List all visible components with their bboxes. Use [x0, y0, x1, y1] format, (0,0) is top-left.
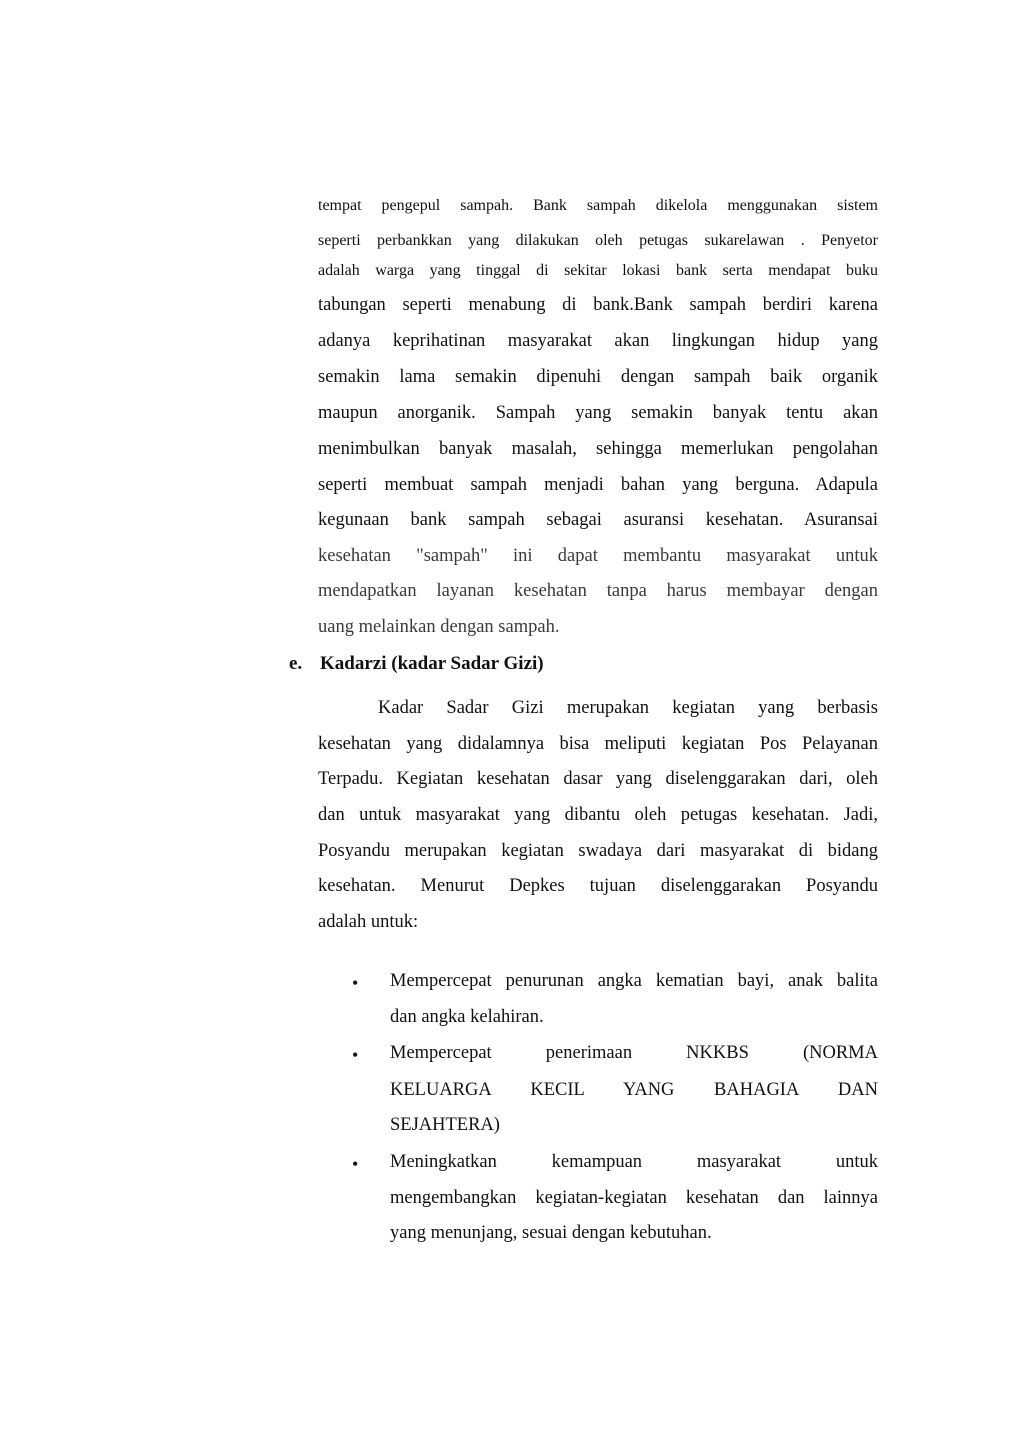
list-item-line: SEJAHTERA)	[390, 1115, 500, 1135]
section-number: e.	[289, 653, 303, 674]
list-item-line: Mempercepat penurunan angka kematian bayi, anak balita	[390, 971, 878, 991]
list-item-line: Mempercepat penerimaan NKKBS (NORMA	[390, 1043, 878, 1063]
text-line: Kadar Sadar Gizi merupakan kegiatan yang berbasis	[378, 698, 878, 718]
text-line: tabungan seperti menabung di bank.Bank sampah berdiri karena	[318, 295, 878, 315]
list-item-line: yang menunjang, sesuai dengan kebutuhan.	[390, 1223, 712, 1243]
text-line: kegunaan bank sampah sebagai asuransi kesehatan. Asuransai	[318, 510, 878, 530]
text-line: dan untuk masyarakat yang dibantu oleh petugas kesehatan. Jadi,	[318, 805, 878, 825]
text-line: tempat pengepul sampah. Bank sampah dikelola menggunakan sistem	[318, 197, 878, 214]
text-line: menimbulkan banyak masalah, sehingga memerlukan pengolahan	[318, 439, 878, 459]
text-line: mendapatkan layanan kesehatan tanpa harus membayar dengan	[318, 581, 878, 601]
text-line: adalah untuk:	[318, 912, 419, 932]
list-item-line: KELUARGA KECIL YANG BAHAGIA DAN	[390, 1080, 878, 1100]
list-item-line: Meningkatkan kemampuan masyarakat untuk	[390, 1152, 878, 1172]
text-line: adanya keprihatinan masyarakat akan lingkungan hidup yang	[318, 331, 878, 351]
list-item-line: dan angka kelahiran.	[390, 1007, 544, 1027]
text-line: kesehatan. Menurut Depkes tujuan diselenggarakan Posyandu	[318, 876, 878, 896]
bullet-icon: •	[352, 1045, 359, 1065]
text-line: adalah warga yang tinggal di sekitar lokasi bank serta mendapat buku	[318, 262, 878, 279]
text-line: maupun anorganik. Sampah yang semakin banyak tentu akan	[318, 403, 878, 423]
text-line: Posyandu merupakan kegiatan swadaya dari masyarakat di bidang	[318, 841, 878, 861]
text-line: uang melainkan dengan sampah.	[318, 617, 560, 637]
text-line: kesehatan "sampah" ini dapat membantu masyarakat untuk	[318, 546, 878, 566]
bullet-icon: •	[352, 1154, 359, 1174]
text-line: Terpadu. Kegiatan kesehatan dasar yang diselenggarakan dari, oleh	[318, 769, 878, 789]
text-line: seperti membuat sampah menjadi bahan yang berguna. Adapula	[318, 475, 878, 495]
text-line: kesehatan yang didalamnya bisa meliputi kegiatan Pos Pelayanan	[318, 734, 878, 754]
text-line: seperti perbankkan yang dilakukan oleh petugas sukarelawan . Penyetor	[318, 232, 878, 249]
section-heading	[289, 653, 544, 675]
section-title: Kadarzi (kadar Sadar Gizi)	[320, 653, 544, 674]
list-item-line: mengembangkan kegiatan-kegiatan kesehatan dan lainnya	[390, 1188, 878, 1208]
text-line: semakin lama semakin dipenuhi dengan sampah baik organik	[318, 367, 878, 387]
bullet-icon: •	[352, 973, 359, 993]
